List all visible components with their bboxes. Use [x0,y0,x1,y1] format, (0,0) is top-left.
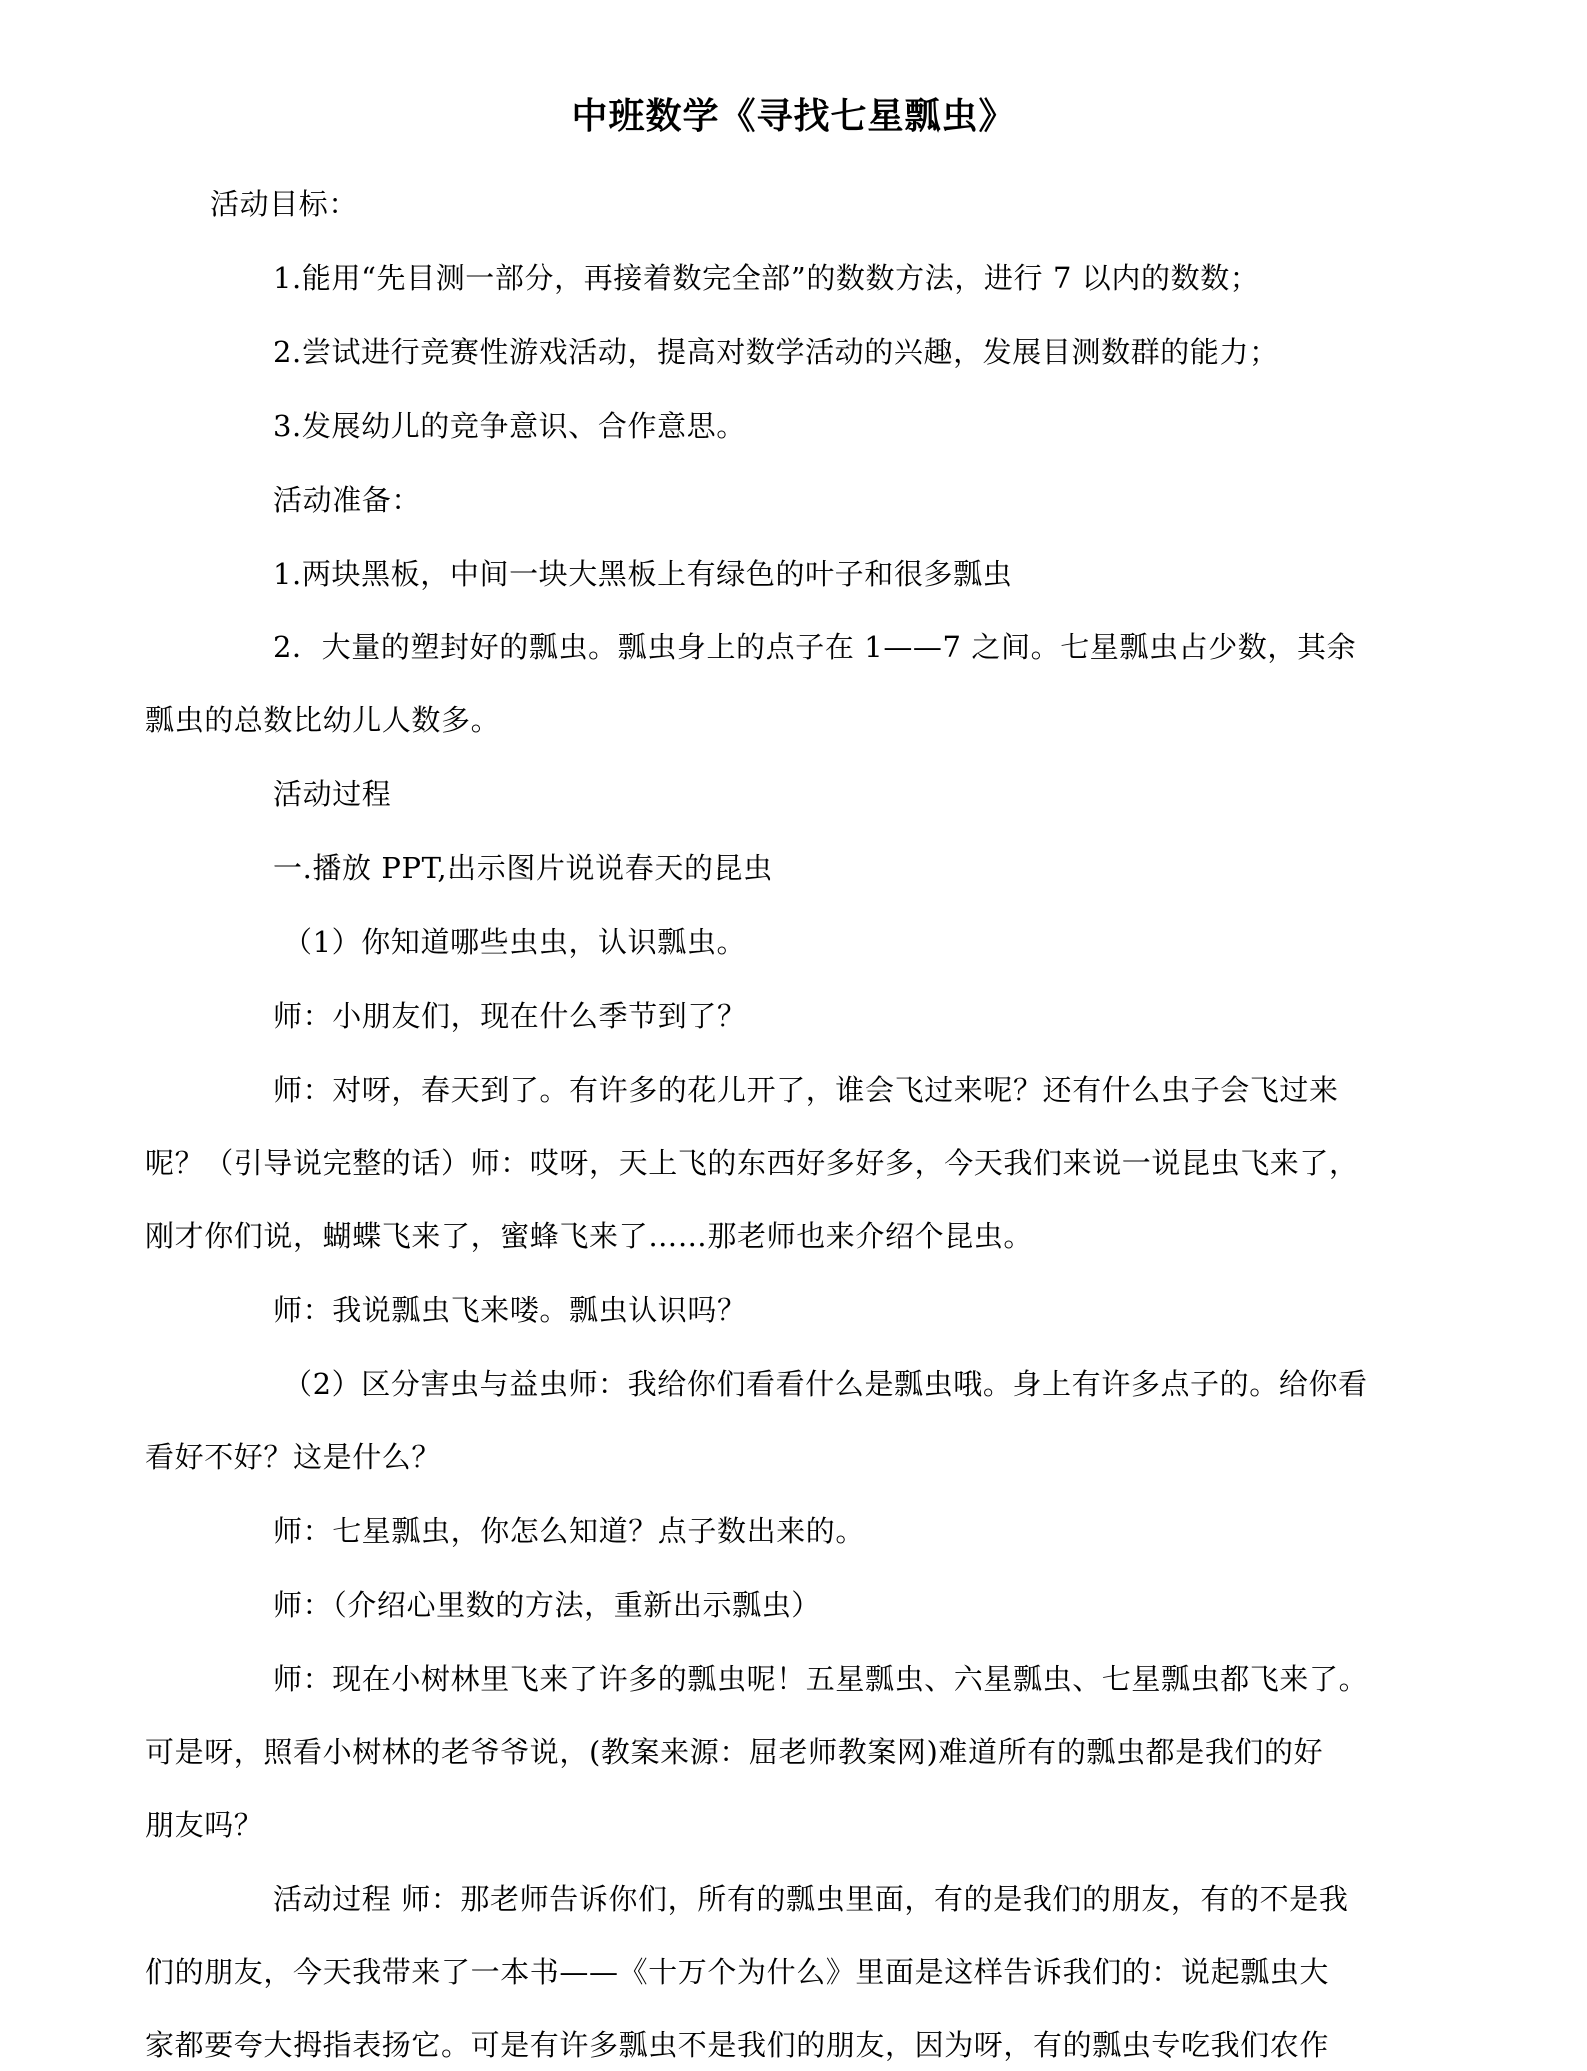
paragraph-line: （1）你知道哪些虫虫，认识瓢虫。 [283,925,747,959]
paragraph-line: 1.能用“先目测一部分，再接着数完全部”的数数方法，进行 7 以内的数数； [273,261,1260,295]
paragraph-line: 师：小朋友们，现在什么季节到了？ [273,999,747,1033]
paragraph-line: 可是呀，照看小树林的老爷爷说，(教案来源：屈老师教案网)难道所有的瓢虫都是我们的好 [145,1735,1324,1769]
paragraph-line: 师：现在小树林里飞来了许多的瓢虫呢！五星瓢虫、六星瓢虫、七星瓢虫都飞来了。 [273,1662,1369,1696]
document-title: 中班数学《寻找七星瓢虫》 [571,96,1016,137]
paragraph-line: 活动过程 师：那老师告诉你们，所有的瓢虫里面，有的是我们的朋友，有的不是我 [273,1882,1349,1916]
paragraph-line: （2）区分害虫与益虫师：我给你们看看什么是瓢虫哦。身上有许多点子的。给你看 [283,1367,1368,1401]
paragraph-line: 活动目标： [210,187,359,221]
paragraph-line: 刚才你们说，蝴蝶飞来了，蜜蜂飞来了……那老师也来介绍个昆虫。 [145,1219,1034,1253]
paragraph-line: 活动过程 [273,777,392,811]
paragraph-line: 一.播放 PPT,出示图片说说春天的昆虫 [273,851,773,885]
paragraph-line: 们的朋友，今天我带来了一本书——《十万个为什么》里面是这样告诉我们的：说起瓢虫大 [145,1955,1330,1989]
paragraph-line: 看好不好？这是什么？ [145,1440,442,1474]
paragraph-line: 师：对呀，春天到了。有许多的花儿开了，谁会飞过来呢？还有什么虫子会飞过来 [273,1073,1339,1107]
paragraph-line: 家都要夸大拇指表扬它。可是有许多瓢虫不是我们的朋友，因为呀，有的瓢虫专吃我们农作 [145,2028,1330,2062]
paragraph-line: 1.两块黑板，中间一块大黑板上有绿色的叶子和很多瓢虫 [273,557,1013,591]
paragraph-line: 朋友吗？ [145,1808,264,1842]
paragraph-line: 师：（介绍心里数的方法，重新出示瓢虫） [273,1588,821,1622]
paragraph-line: 活动准备： [273,483,422,517]
paragraph-line: 瓢虫的总数比幼儿人数多。 [145,703,501,737]
paragraph-line: 呢？（引导说完整的话）师：哎呀，天上飞的东西好多好多，今天我们来说一说昆虫飞来了， [145,1146,1359,1180]
paragraph-line: 2．大量的塑封好的瓢虫。瓢虫身上的点子在 1——7 之间。七星瓢虫占少数，其余 [273,630,1357,664]
paragraph-line: 3.发展幼儿的竞争意识、合作意思。 [273,409,746,443]
paragraph-line: 2.尝试进行竞赛性游戏活动，提高对数学活动的兴趣，发展目测数群的能力； [273,335,1279,369]
paragraph-line: 师：我说瓢虫飞来喽。瓢虫认识吗？ [273,1293,747,1327]
paragraph-line: 师：七星瓢虫，你怎么知道？点子数出来的。 [273,1514,866,1548]
